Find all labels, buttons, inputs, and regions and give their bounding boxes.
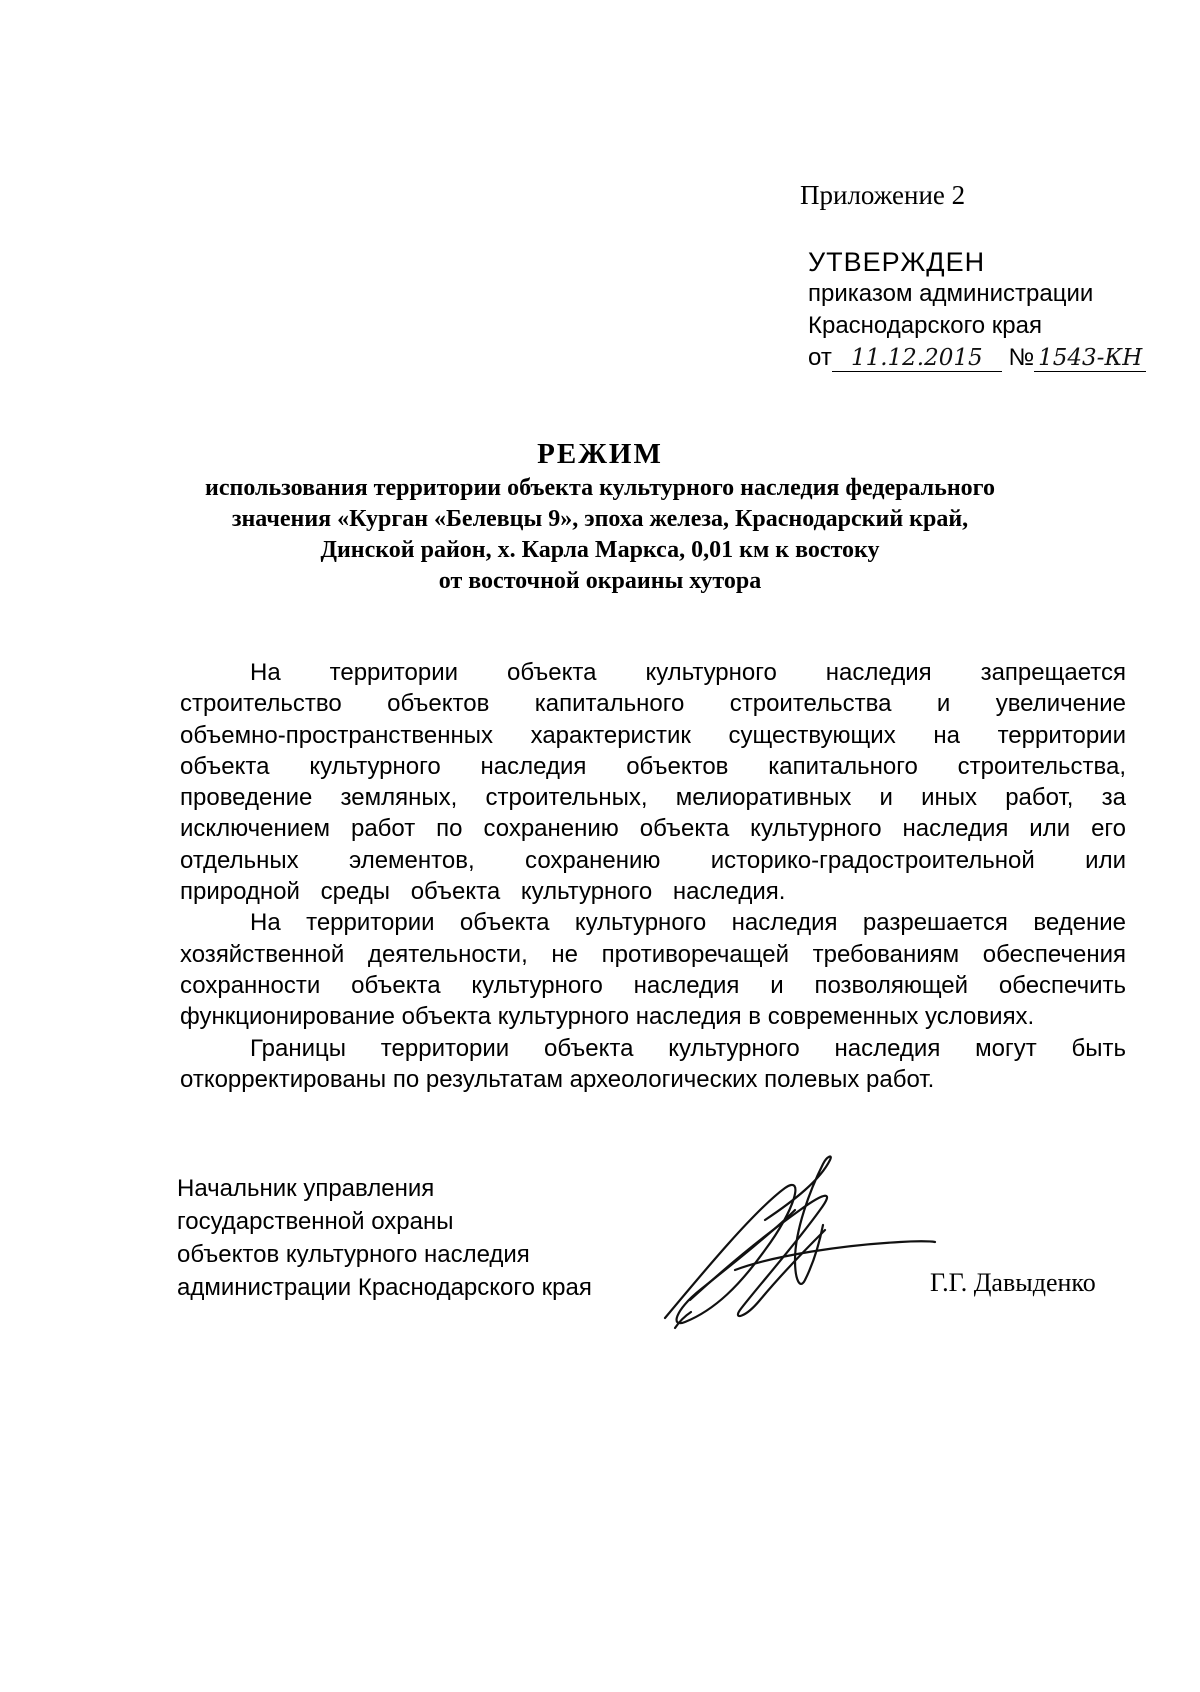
title-line-2: значения «Курган «Белевцы 9», эпоха железа, Краснодарский край, [231, 506, 969, 532]
paragraph-prohibitions: На территории объекта культурного наследия запрещается строительство объектов капитального строительства и увеличение объемно-пространственных характеристик существующих на территории объекта культурного наследия объектов капитального строительства, проведение земляных, строительных, мелиоративных и иных работ, за исключением работ по сохранению объекта культурного наследия или его отдельных элементов, сохранению историко-градостроительной или природной среды объекта культурного наследия. [180, 659, 1126, 906]
approval-stamp [808, 246, 1146, 374]
position-line-1: Начальник управления [177, 1175, 435, 1202]
order-number-handwritten: 1543-КН [1034, 345, 1146, 372]
document-body [180, 657, 1126, 1095]
position-line-2: государственной охраны [177, 1208, 454, 1235]
order-date-handwritten: 11.12.2015 [832, 345, 1002, 372]
document-title [100, 435, 1100, 597]
position-line-4: администрации Краснодарского края [177, 1274, 592, 1301]
appendix-label: Приложение 2 [800, 180, 966, 210]
approved-by-line2: Краснодарского края [808, 312, 1042, 339]
approved-by-line1: приказом администрации [808, 280, 1094, 307]
title-line-4: от восточной окраины хутора [438, 568, 762, 594]
paragraph-boundaries: Границы территории объекта культурного наследия могут быть откорректированы по результатам археологических полевых работ. [180, 1034, 1126, 1093]
title-main: РЕЖИМ [537, 438, 663, 470]
title-line-3: Динской район, х. Карла Маркса, 0,01 км к востоку [320, 537, 880, 563]
order-line [808, 342, 1146, 374]
handwritten-signature [645, 1150, 945, 1340]
title-line-1: использования территории объекта культурного наследия федерального [205, 475, 995, 501]
date-prefix: от [808, 344, 832, 371]
position-line-3: объектов культурного наследия [177, 1241, 530, 1268]
signatory-position [177, 1172, 592, 1304]
signatory-name: Г.Г. Давыденко [930, 1268, 1096, 1297]
number-prefix: № [1008, 344, 1035, 371]
approved-heading: УТВЕРЖДЕН [808, 247, 986, 277]
paragraph-permissions: На территории объекта культурного наследия разрешается ведение хозяйственной деятельности, не противоречащей требованиям обеспечения сохранности объекта культурного наследия и позволяющей обеспечить функционирование объекта культурного наследия в современных условиях. [180, 909, 1126, 1031]
